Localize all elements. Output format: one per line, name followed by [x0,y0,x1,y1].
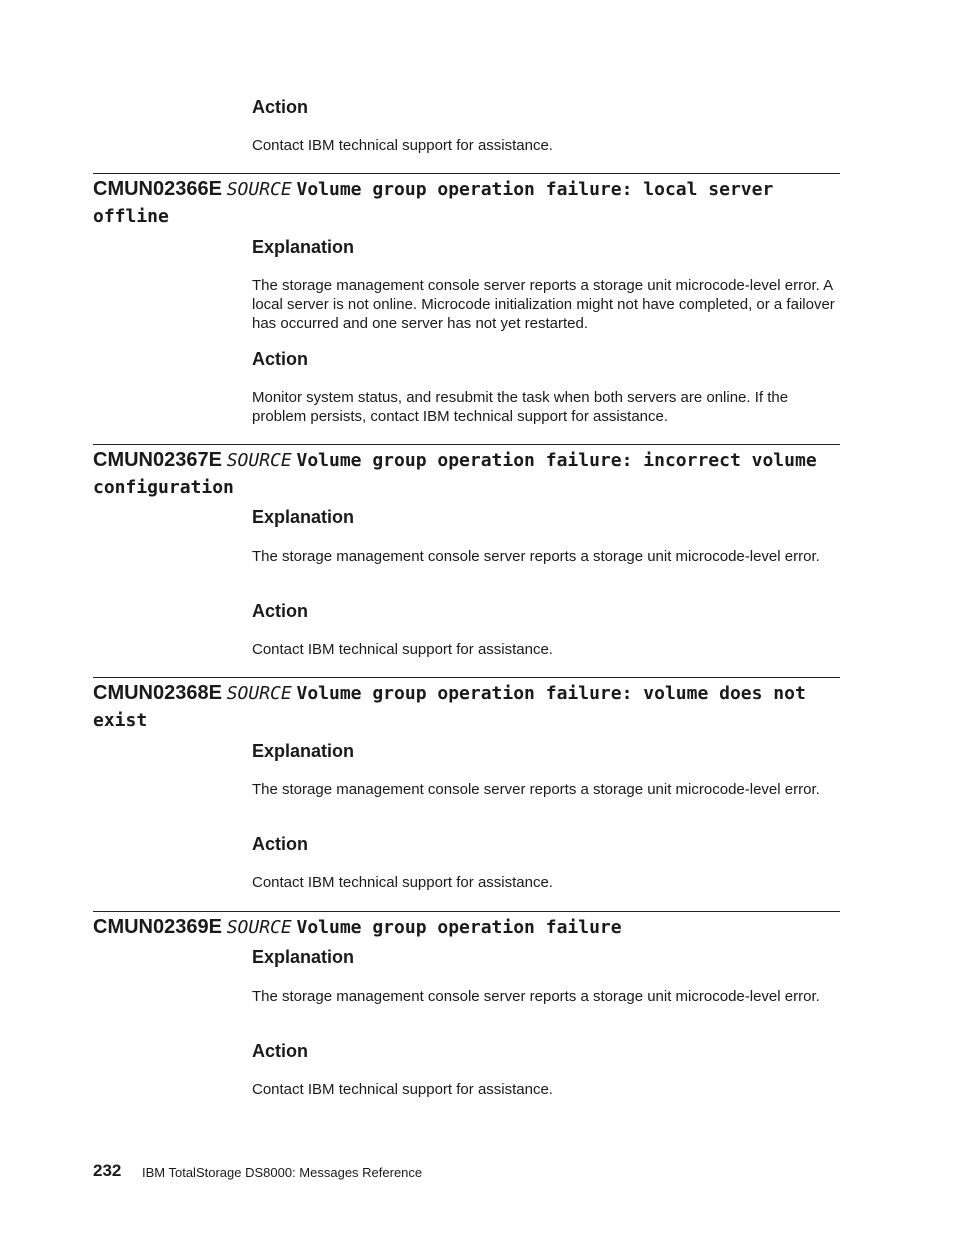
action-heading: Action [252,1041,308,1061]
action-text: Contact IBM technical support for assistance. [252,137,553,154]
message-source: SOURCE [226,683,292,704]
message-title: Volume group operation failure: local server offline [93,179,774,227]
action-heading: Action [252,601,308,621]
message-source: SOURCE [226,179,292,200]
message-heading [93,176,843,230]
explanation-heading: Explanation [252,237,355,257]
message-code: CMUN02367E [93,449,222,471]
action-text: Contact IBM technical support for assistance. [252,641,553,658]
explanation-heading: Explanation [252,507,355,527]
message-title: Volume group operation failure: volume does not exist [93,683,806,731]
message-code: CMUN02369E [93,916,222,938]
explanation-text: The storage management console server reports a storage unit microcode-level error. [252,548,820,565]
action-heading: Action [252,834,308,854]
action-text: Contact IBM technical support for assistance. [252,1081,553,1098]
section-divider [93,173,840,174]
message-heading [93,447,843,501]
message-heading [93,914,843,942]
message-source: SOURCE [226,450,292,471]
action-text: Contact IBM technical support for assistance. [252,874,553,891]
message-title: Volume group operation failure [296,917,622,938]
section-divider [93,911,840,912]
section-divider [93,444,840,445]
book-title: IBM TotalStorage DS8000: Messages Reference [142,1165,423,1180]
explanation-heading: Explanation [252,741,355,761]
message-title: Volume group operation failure: incorrect volume configuration [93,450,817,498]
explanation-text: The storage management console server reports a storage unit microcode-level error. [252,781,820,798]
action-text: Monitor system status, and resubmit the task when both servers are online. If the problem persists, contact IBM technical support for assistance. [252,389,789,425]
message-source: SOURCE [226,917,292,938]
action-heading: Action [252,97,308,117]
explanation-text: The storage management console server reports a storage unit microcode-level error. A local server is not online. Microcode initialization might not have completed, or a failover has occurred and one server has not yet restarted. [252,277,835,332]
message-code: CMUN02368E [93,682,222,704]
message-heading [93,680,843,734]
explanation-heading: Explanation [252,947,355,967]
page-number: 232 [93,1161,122,1180]
explanation-text: The storage management console server reports a storage unit microcode-level error. [252,988,820,1005]
action-heading: Action [252,349,308,369]
section-divider [93,677,840,678]
message-code: CMUN02366E [93,178,222,200]
